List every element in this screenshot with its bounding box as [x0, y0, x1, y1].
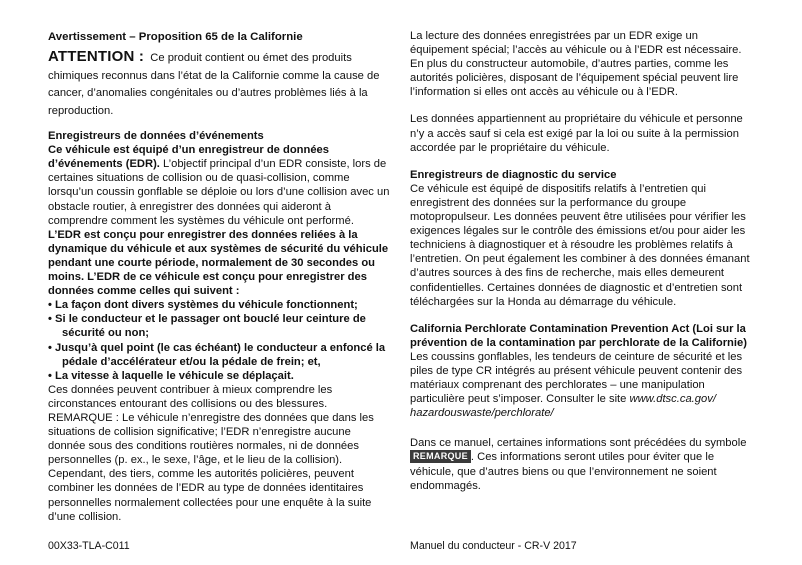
edr-read-paragraph: La lecture des données enregistrées par un EDR exige un équipement spécial; l’accès au véhicule ou à l’EDR est nécessaire. En plus du constructeur automobile, d’autres parties, comme les autorités policières, disposant de l’équipement spécial peuvent lire l’information si elles ont accès au véhicule ou à l’EDR.	[410, 30, 742, 99]
footer-manual-title: Manuel du conducteur - CR-V 2017	[410, 540, 577, 552]
edr-owner-paragraph: Les données appartiennent au propriétaire du véhicule et personne n’y a accès sauf si cela est exigé par la loi ou suite à la permission accordée par le propriétaire du véhicule.	[410, 113, 743, 154]
diagnostic-title: Enregistreurs de diagnostic du service	[410, 168, 617, 181]
edr-design: L’EDR est conçu pour enregistrer des données reliées à la dynamique du véhicule et aux systèmes de sécurité du véhicule pendant une courte période, normalement de 30 secondes ou moins. L’EDR de ce véhicule est conçu pour enregistrer des données comme celles qui suivent :	[48, 228, 389, 298]
remarque-badge: REMARQUE	[410, 450, 471, 463]
manual-note-paragraph	[410, 436, 752, 492]
perchlorate-title: California Perchlorate Contamination Prevention Act (Loi sur la prévention de la contamination par perchlorate de la Californie)	[410, 322, 747, 349]
manual-note: . Ces informations seront utiles pour éviter que le véhicule, que d’autres biens ou que l’environnement ne soient endommagés.	[410, 451, 717, 492]
right-column	[410, 29, 752, 493]
attention-label: ATTENTION :	[48, 48, 145, 66]
edr-intro-text: L’objectif principal d’un EDR consiste, lors de certaines situations de collision ou de quasi-collision, comme lorsqu’un coussin gonflable se déploie ou lors d’une collision avec un obstacle routier, à enregistrer des données qui aideront à comprendre comment les systèmes du véhicule ont performé.	[48, 158, 390, 227]
edr-intro-bold: Ce véhicule est équipé d’un enregistreur de données d’événements (EDR).	[48, 144, 330, 171]
perchlorate-paragraph	[410, 350, 752, 420]
perchlorate-text: Les coussins gonflables, les tendeurs de ceinture de sécurité et les piles de type CR intégrés au présent véhicule peuvent contenir des matériaux comprenant des perchlorates – une manipulation particulière peut s’imposer. Consulter le site	[410, 350, 743, 406]
list-item: • La vitesse à laquelle le véhicule se déplaçait.	[48, 369, 294, 382]
edr-bullet-list	[48, 298, 390, 383]
left-column	[48, 30, 390, 524]
perchlorate-link[interactable]: www.dtsc.ca.gov/ hazardouswaste/perchlorate/	[410, 393, 716, 420]
manual-intro: Dans ce manuel, certaines informations sont précédées du symbole	[410, 437, 747, 450]
list-item: • La façon dont divers systèmes du véhicule fonctionnent;	[48, 299, 358, 312]
list-item: • Jusqu’à quel point (le cas échéant) le conducteur a enfoncé la pédale d’accélérateur et/ou la pédale de frein; et,	[48, 341, 386, 368]
edr-outro: Ces données peuvent contribuer à mieux comprendre les circonstances entourant des collisions ou des blessures. REMARQUE : Le véhicule n’enregistre des données que dans les situations de collision significative; l’EDR n’enregistre aucune donnée sous des conditions routières normales, ni de données personnelles (p. ex., le sexe, l’âge, et le lieu de la collision). Cependant, des tiers, comme les autorités policières, peuvent combiner les données de l’EDR au type de données identitaires personnelles normalement collectées pour une enquête à la suite d’une collision.	[48, 383, 374, 523]
edr-intro	[48, 143, 390, 228]
attention-paragraph	[48, 48, 390, 120]
warning-title: Avertissement – Proposition 65 de la Californie	[48, 31, 303, 43]
diagnostic-paragraph: Ce véhicule est équipé de dispositifs relatifs à l’entretien qui enregistrent des données sur la performance du groupe motopropulseur. Les données peuvent être utilisées pour vérifier les exigences légales sur le contrôle des émissions et/ou pour aider les techniciens à diagnostiquer et à résoudre les problèmes relatifs à l’entretien. On peut également les combiner à des données émanant d’autres sources à des fins de recherche, mais elles demeurent confidentielles. Certaines données de diagnostic et d’entretien sont téléchargées sur la Honda au démarrage du véhicule.	[410, 182, 750, 308]
attention-text: Ce produit contient ou émet des produits chimiques reconnus dans l’état de la Californie comme la cause de cancer, d’anomalies congénitales ou d’autres problèmes liés à la reproduction.	[48, 52, 380, 117]
list-item: • Si le conducteur et le passager ont bouclé leur ceinture de sécurité ou non;	[48, 313, 366, 340]
footer-code: 00X33-TLA-C011	[48, 540, 130, 552]
edr-title: Enregistreurs de données d’événements	[48, 130, 264, 143]
